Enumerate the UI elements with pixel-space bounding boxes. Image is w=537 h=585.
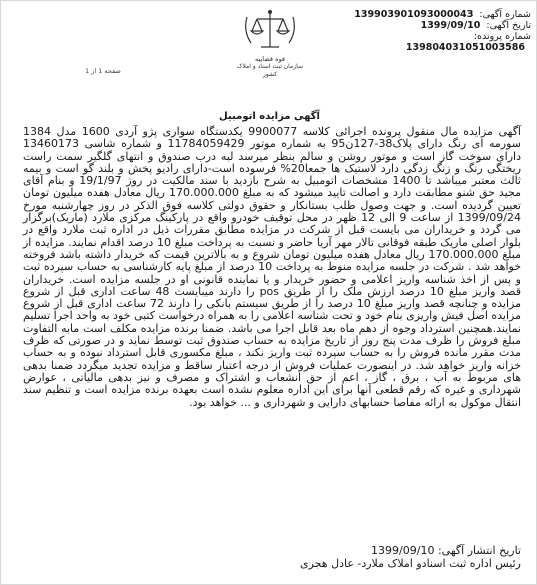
notice-metadata [301,9,531,53]
case-number-row [301,31,531,42]
document-footer [23,544,521,570]
case-number-value-row [301,42,531,53]
case-number-label: شماره پرونده: [473,31,531,42]
notice-date-label: تاریخ آگهی: [486,20,531,31]
body-paragraph: آگهی مزایده مال منقول پرونده اجرائی کلاسه 9900077 یکدستگاه سواری پژو آردی 1600 مدل 1384 سورمه ای رنگ دارای پلاک38-127ن95 به شماره موتور 11784059429 و شماره شاسی 13460173 دارای سوخت گاز است و موتور روشن و سالم بنظر میرسد لبه درب صندوق و انتهای گلگیر سمت راست ریختگی رنگ و زنگ زدگی دارد لاستیک ها جمعا20% فرسوده است-دارای رادیو پخش و بلند گو است و بیمه ثالث معتبر میباشد تا 1400 مشخصات اتومبیل به شرح بازدید با سند مالکیت در روز 19/1/97 و بنام آقای مجید حق شنو مطابقت دارد و اصالت تایید میشود که به مبلغ 170.000.000 ریال معادل هفده میلیون تومان تعیین گردیده است. و جهت وصول طلب بستانکار و حقوق دولتی کلاسه فوق الذکر در روز چهارشنبه مورخ 1399/09/24 از ساعت 9 الی 12 ظهر در محل توقیف خودرو واقع در پارکینگ مرکزی ملارد (ماریک)برگزار می گردد و خریداران می بایست قبل از شرکت در مزایده مطابق مقررات ذیل در اداره ثبت ملارد واقع در بلوار اصلی ماریک طبقه فوقانی تالار مهر آریا حاضر و نسبت به پرداخت مبلغ 10 درصد اقدام نمایند. مزایده از مبلغ 170.000.000 ریال معادل هفده میلیون تومان شروع و به بالاترین قیمت که خریدار داشته باشد فروخته خواهد شد . شرکت در جلسه مزایده منوط به پرداخت 10 درصد از مبلغ پایه کارشناسی به حساب سپرده ثبت و پس از اخذ شناسه واریز اعلامی و حضور خریدار و یا نماینده قانونی او در جلسه مزایده است. خریداران قصد واریز مبلغ 10 درصد ارزش ملک را از طریق pos را دارند میبایست 48 ساعت اداری قبل از شروع مزایده و چنانچه قصد واریز مبلغ 10 درصد را از طریق سیستم بانکی را دارند 72 ساعت اداری قبل از شروع مزایده اصل فیش واریزی بنام خود و تحت شناسه اعلامی را به همراه درخواست کتبی خود به واحد اجرا تسلیم نمایند.همچنین استرداد وجوه از دهم ماه بعد قابل اجرا می باشد. ضمنا برنده مزایده مکلف است مابه التفاوت مبلغ فروش را ظرف مدت پنج روز از تاریخ مزایده به حساب صندوق ثبت توسط نماید و در صورتی که ظرف مدت مقرر مانده فروش را به حساب سپرده ثبت واریز نکند ، مبلغ مکسوری قابل استرداد نبوده و به حساب خزانه واریز خواهد شد. در اینصورت عملیات فروش از درجه اعتبار ساقط و مزایده تجدید میگردد ضمنا بدهی های مربوط به آب ، برق ، گاز ، اعم از حق انشعاب و اشتراک و مصرف و نیز بدهی مالیاتی ، عوارض شهرداری و غیره که رقم قطعی آنها برای این اداره معلوم نشده است بعهده برنده مزایده است و تنظیم سند انتقال موکول به ارائه مفاصا حسابهای دارایی و شهرداری و ... خواهد بود. [23,125,522,409]
org-line-2: سازمان ثبت اسناد و املاک کشور [237,63,303,78]
document-title: آگهی مزایده اتومبیل [219,111,320,122]
organization-name [229,55,311,79]
org-line-1: قوه قضاییه [255,55,285,63]
notice-number-value: 13990390109300004З [354,9,474,20]
signature-line: رئیس اداره ثبت اسنادو املاک ملارد- عادل هجری [300,557,521,570]
notice-number-label: شماره آگهی: [479,9,531,20]
notice-date-value: 1399/09/10 [420,20,481,31]
page-number: صفحه 1 از 1 [85,67,121,75]
document-body [23,126,521,409]
case-number-full-value: 13980403105100З586 [405,42,525,53]
publication-date-value: 1399/09/10 [371,544,435,557]
publication-date-label: تاریخ انتشار آگهی: [437,544,521,557]
judiciary-emblem-icon [241,7,299,55]
notice-date-row [301,20,531,31]
notice-number-row [301,9,531,20]
publication-date-line [23,544,521,557]
